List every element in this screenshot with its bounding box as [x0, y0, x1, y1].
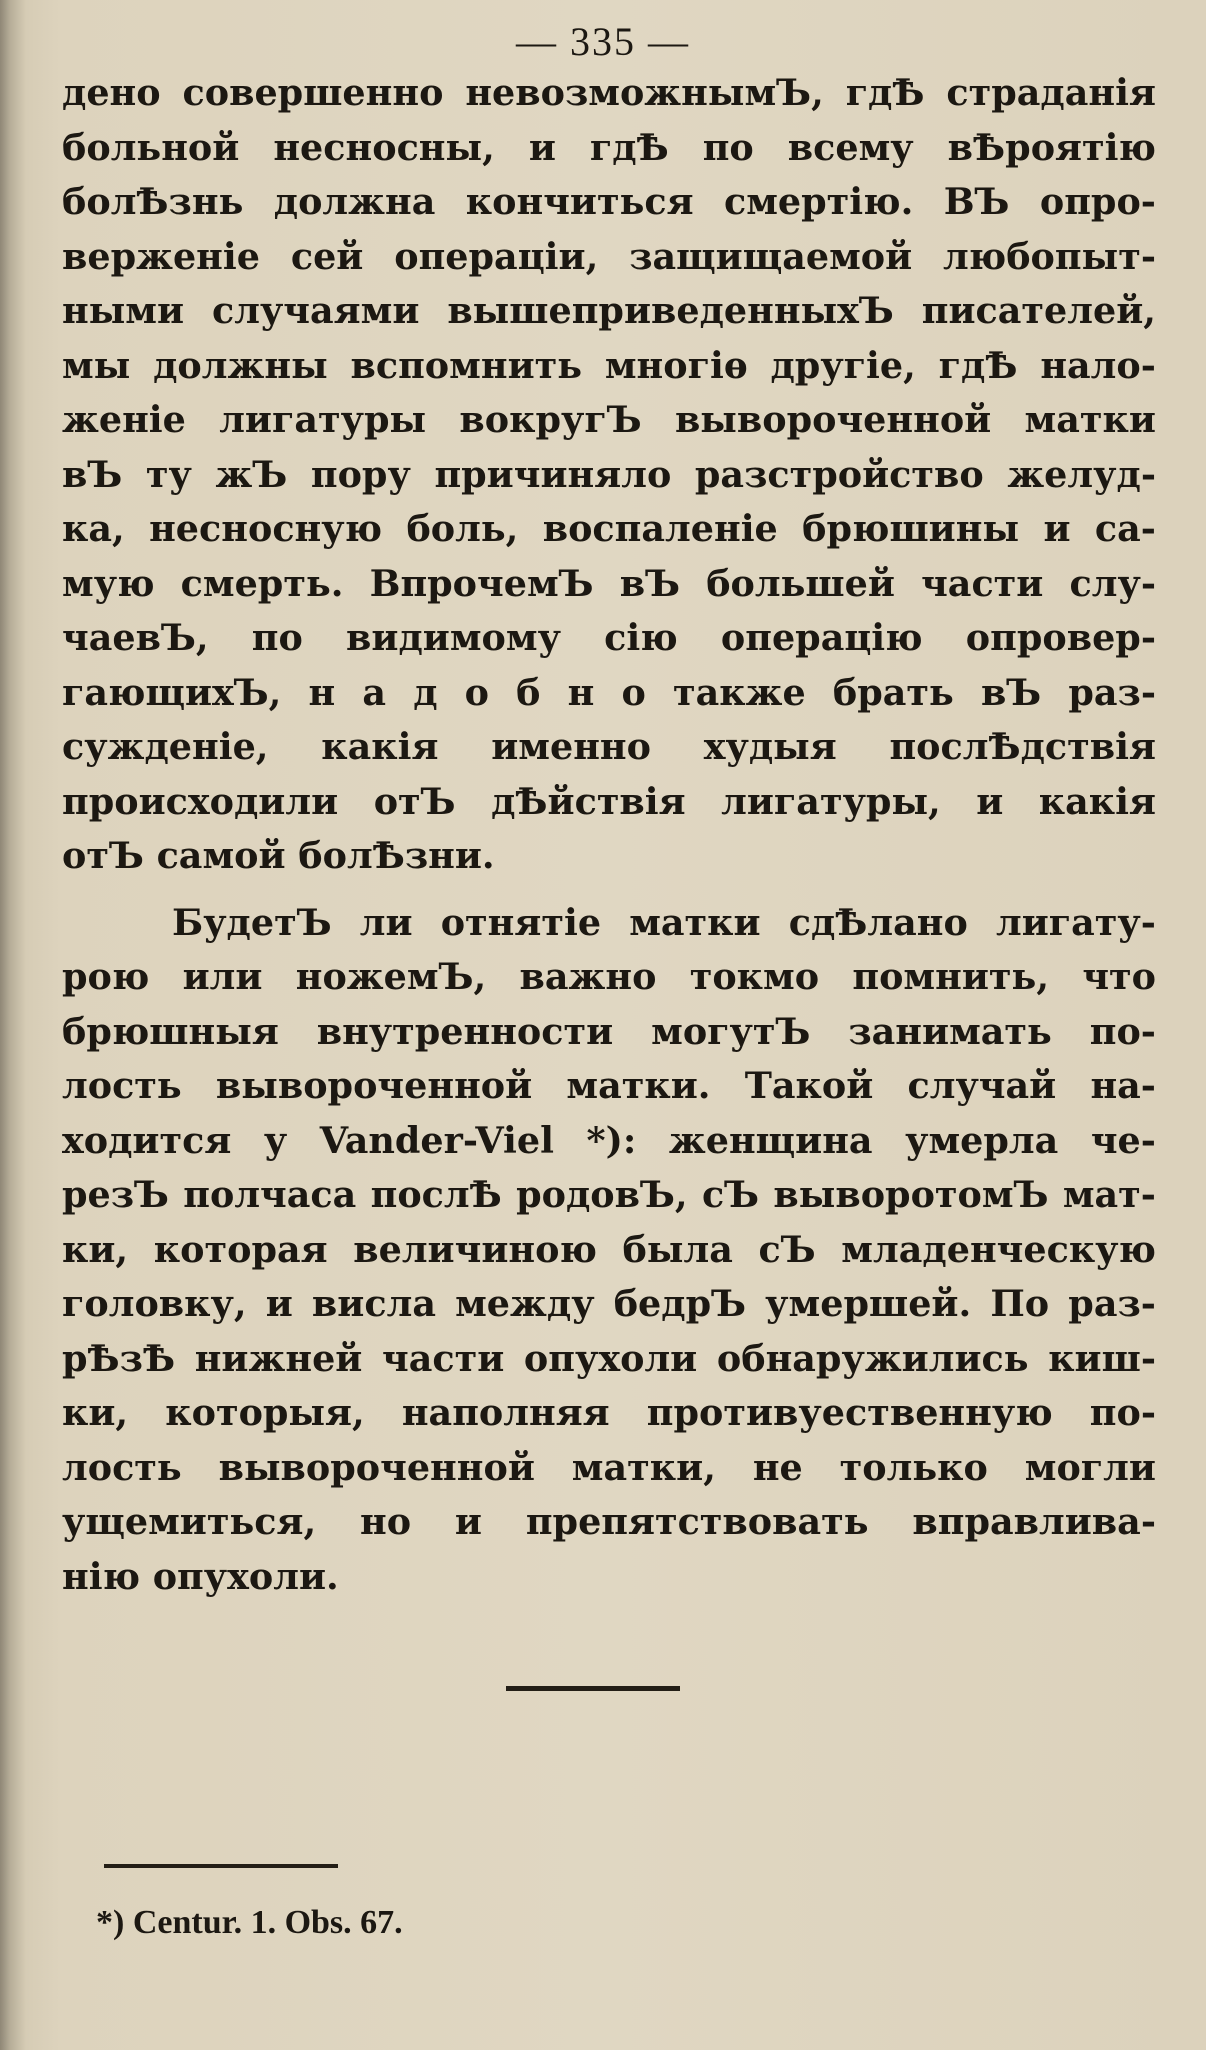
- text-line: дено совершенно невозможнымЪ, гдѢ страданія: [62, 71, 1156, 114]
- text-line: мы должны вспомнить многіѳ другіе, гдѢ нало-: [62, 343, 1156, 387]
- text-line: верженіе сей операціи, защищаемой любопыт-: [62, 234, 1156, 278]
- footnote: *) Centur. 1. Obs. 67.: [96, 1904, 403, 1941]
- text-line: происходили отЪ дѢйствія лигатуры, и какія: [62, 779, 1156, 823]
- text-line: болѢзнь должна кончиться смертію. ВЪ опро-: [62, 180, 1156, 223]
- text-line: гающихЪ, н а д о б н о также брать вЪ раз-: [62, 670, 1156, 714]
- text-line: резЪ полчаса послѢ родовЪ, сЪ выворотомЪ мат-: [62, 1173, 1156, 1216]
- body-text: [62, 66, 1156, 1604]
- text-line: ка, несносную боль, воспаленіе брюшины и са-: [62, 507, 1156, 550]
- text-line: рѢзѢ нижней части опухоли обнаружились киш-: [62, 1336, 1156, 1380]
- text-line: БудетЪ ли отнятіе матки сдѢлано лигату-: [172, 900, 1156, 944]
- text-line: больной несносны, и гдѢ по всему вѢроятію: [62, 125, 1156, 169]
- page-number: — 335 —: [516, 19, 690, 64]
- text-line: ными случаями вышеприведенныхЪ писателей,: [62, 289, 1156, 332]
- text-line: мую смерть. ВпрочемЪ вЪ большей части слу-: [62, 561, 1156, 605]
- text-line: рою или ножемЪ, важно токмо помнить, что: [62, 955, 1156, 998]
- section-separator-rule: [506, 1686, 680, 1691]
- text-line: сужденіе, какія именно худыя послѢдствія: [62, 725, 1156, 768]
- text-line: ходится у Vander-Viel *): женщина умерла че-: [62, 1118, 1156, 1162]
- text-line: вЪ ту жЪ пору причиняло разстройство желуд-: [62, 452, 1156, 496]
- text-line: чаевЪ, по видимому сію операцію опровер-: [62, 616, 1156, 659]
- text-line: ущемиться, но и препятствовать вправлива-: [62, 1500, 1156, 1543]
- text-line: брюшныя внутренности могутЪ занимать по-: [62, 1009, 1156, 1053]
- paragraph-gap: [62, 884, 1156, 896]
- text-line: лость вывороченной матки, не только могли: [62, 1445, 1156, 1489]
- text-line: нію опухоли.: [62, 1554, 339, 1598]
- text-line: лость вывороченной матки. Такой случай на-: [62, 1064, 1156, 1107]
- text-line: ки, которая величиною была сЪ младенческую: [62, 1227, 1156, 1271]
- text-line: женіе лигатуры вокругЪ вывороченной матки: [62, 398, 1156, 441]
- text-line: головку, и висла между бедрЪ умершей. По раз-: [62, 1282, 1156, 1325]
- footnote-rule: [104, 1864, 338, 1868]
- text-line: отЪ самой болѢзни.: [62, 834, 495, 877]
- text-line: ки, которыя, наполняя противуественную по-: [62, 1391, 1156, 1434]
